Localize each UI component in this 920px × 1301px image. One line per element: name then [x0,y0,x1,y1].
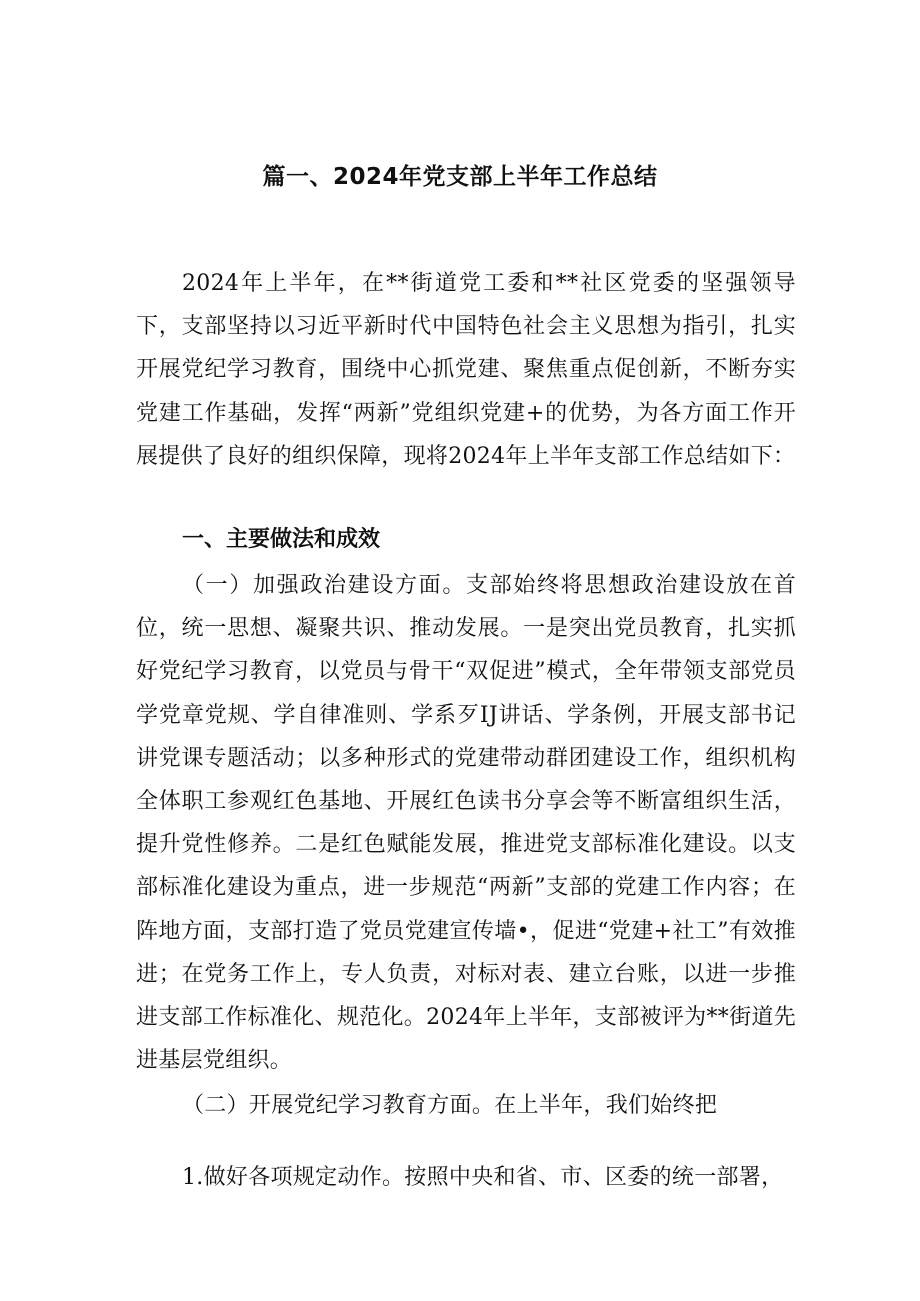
intro-paragraph: 2024年上半年，在**街道党工委和**社区党委的坚强领导下，支部坚持以习近平新时代中国特色社会主义思想为指引，扎实开展党纪学习教育，围绕中心抓党建、聚焦重点促创新，不断夯实党建工作基础，发挥“两新”党组织党建+的优势，为各方面工作开展提供了良好的组织保障，现将2024年上半年支部工作总结如下： [136,271,796,469]
document-title: 篇一、2024年党支部上半年工作总结 [262,164,658,190]
political-building-paragraph: （一）加强政治建设方面。支部始终将思想政治建设放在首位，统一思想、凝聚共识、推动发展。一是突出党员教育，扎实抓好党纪学习教育，以党员与骨干“双促进”模式，全年带领支部党员学党章党规、学自律准则、学系歹IJ讲话、学条例，开展支部书记讲党课专题活动；以多种形式的党建带动群团建设工作，组织机构全体职工参观红色基地、开展红色读书分享会等不断富组织生活，提升党性修养。二是红色赋能发展，推进党支部标准化建设。以支部标准化建设为重点，进一步规范“两新”支部的党建工作内容；在阵地方面，支部打造了党员党建宣传墙•，促进“党建+社工”有效推进；在党务工作上，专人负责，对标对表、建立台账，以进一步推进支部工作标准化、规范化。2024年上半年，支部被评为**街道先进基层党组织。 [136,573,796,1074]
item-1-paragraph: 1.做好各项规定动作。按照中央和省、市、区委的统一部署， [182,1165,784,1190]
discipline-education-paragraph: （二）开展党纪学习教育方面。在上半年，我们始终把 [182,1093,718,1118]
section-heading-main-practices: 一、主要做法和成效 [182,527,381,552]
